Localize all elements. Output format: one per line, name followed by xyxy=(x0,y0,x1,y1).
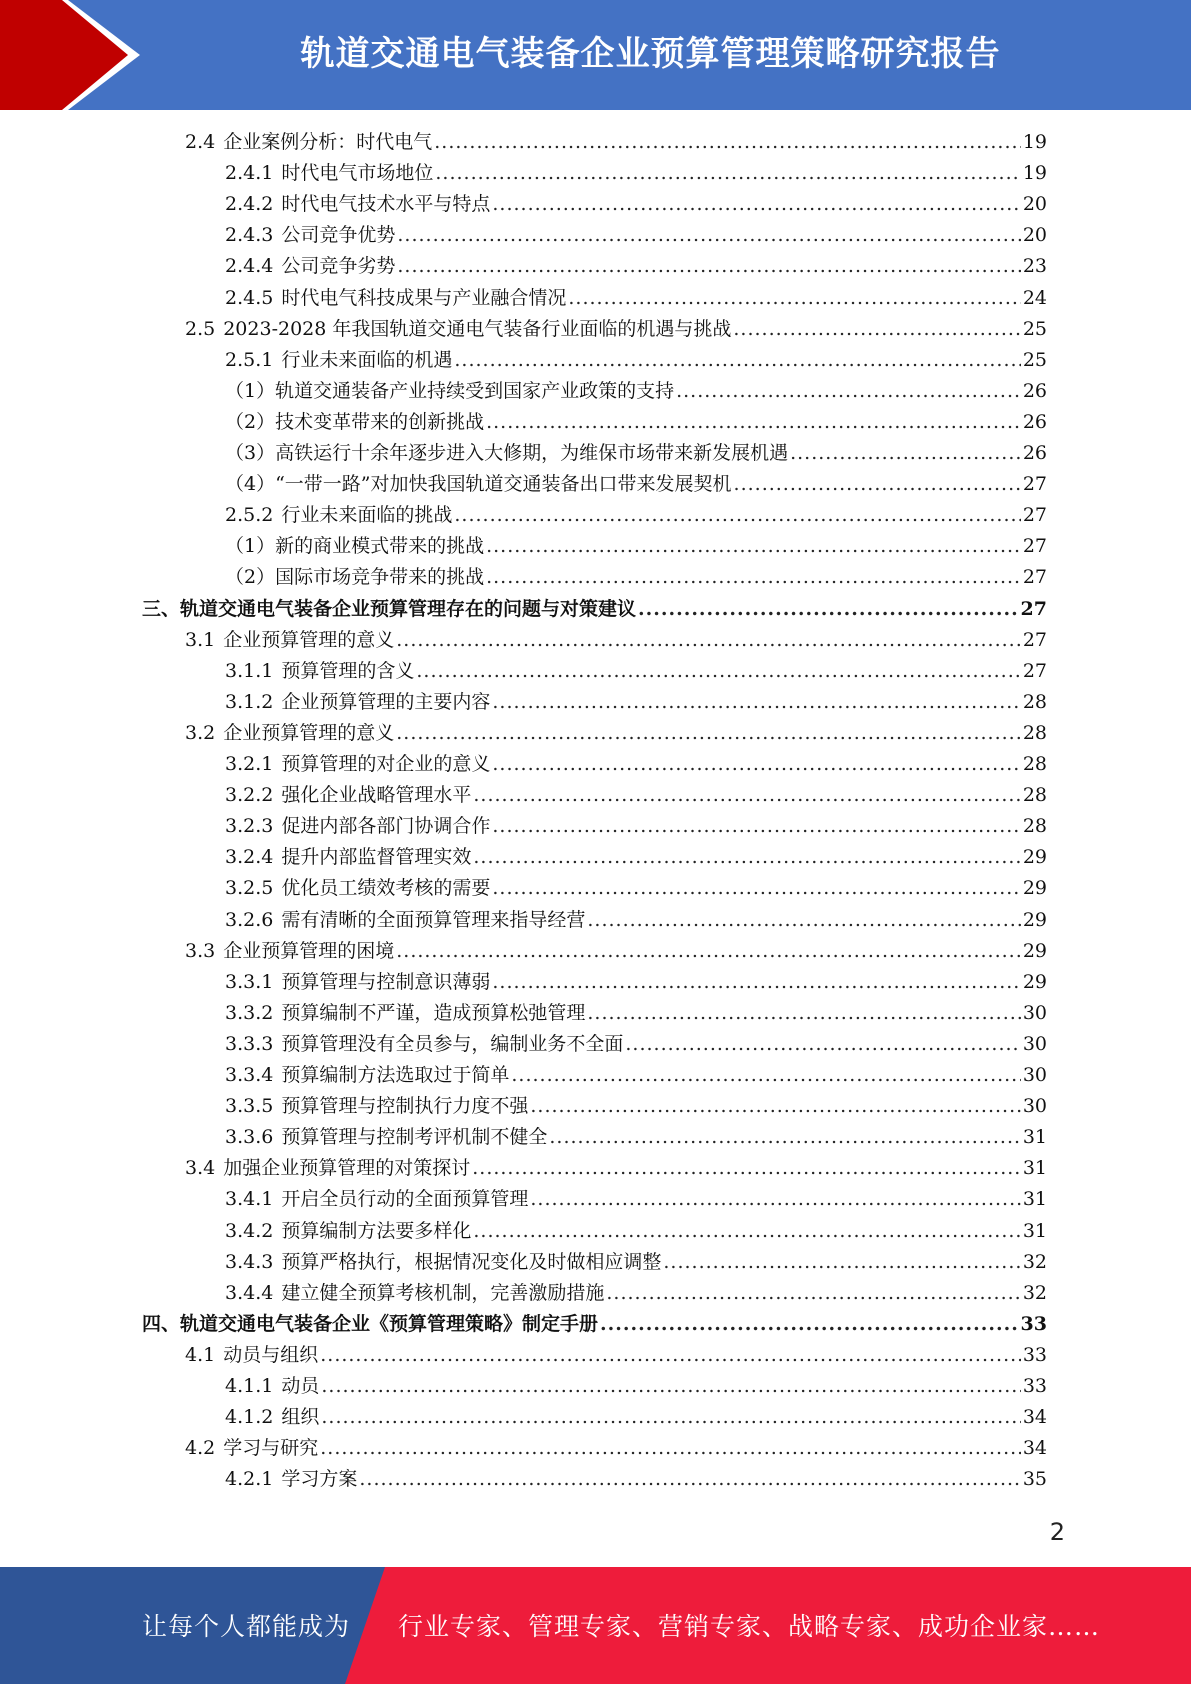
toc-entry[interactable] xyxy=(225,842,1047,873)
toc-entry-number: 2.5.2 xyxy=(225,504,274,527)
toc-entry-number: 4.1 xyxy=(185,1343,216,1366)
toc-entry-title: 2023-2028 年我国轨道交通电气装备行业面临的机遇与挑战 xyxy=(223,317,732,340)
toc-entry[interactable] xyxy=(225,1091,1047,1122)
toc-entry-number: 3.3 xyxy=(185,939,216,962)
toc-entry-page: 24 xyxy=(1022,286,1047,309)
toc-dot-leader xyxy=(321,1371,1020,1402)
toc-dot-leader xyxy=(530,1091,1020,1122)
toc-entry-number: 3.2.2 xyxy=(225,784,274,807)
toc-dot-leader xyxy=(434,127,1021,158)
toc-dot-leader xyxy=(492,749,1020,780)
toc-entry-page: 31 xyxy=(1022,1188,1047,1211)
toc-entry-title: 加强企业预算管理的对策探讨 xyxy=(223,1157,471,1180)
toc-entry-title: 预算管理与控制考评机制不健全 xyxy=(281,1126,548,1149)
toc-entry-page: 20 xyxy=(1022,224,1047,247)
toc-entry-page: 27 xyxy=(1020,597,1047,620)
toc-entry[interactable] xyxy=(225,345,1047,376)
toc-entry-page: 31 xyxy=(1022,1126,1047,1149)
toc-entry-title: 强化企业战略管理水平 xyxy=(281,784,472,807)
toc-entry-page: 23 xyxy=(1022,255,1047,278)
toc-entry-number: 3.4 xyxy=(185,1157,216,1180)
toc-entry[interactable] xyxy=(225,407,1047,438)
toc-entry-page: 33 xyxy=(1020,1312,1047,1335)
toc-entry-number: 3.2.5 xyxy=(225,877,274,900)
toc-entry[interactable] xyxy=(225,1029,1047,1060)
toc-dot-leader xyxy=(492,873,1020,904)
toc-entry-page: 19 xyxy=(1022,131,1047,153)
toc-entry-title: 优化员工绩效考核的需要 xyxy=(281,877,491,900)
toc-dot-leader xyxy=(454,500,1020,531)
toc-entry[interactable] xyxy=(185,936,1047,967)
toc-entry-number: 3.3.5 xyxy=(225,1095,274,1118)
toc-entry-page: 27 xyxy=(1022,535,1047,558)
toc-dot-leader xyxy=(606,1278,1020,1309)
toc-entry-page: 28 xyxy=(1022,753,1047,775)
toc-entry-number: 2.4.3 xyxy=(225,224,274,247)
toc-dot-leader xyxy=(625,1029,1020,1060)
toc-entry[interactable] xyxy=(142,594,1047,625)
page-footer xyxy=(0,1567,1191,1684)
toc-entry[interactable] xyxy=(225,189,1047,220)
toc-entry-title: 企业预算管理的主要内容 xyxy=(281,690,491,713)
toc-entry[interactable] xyxy=(225,251,1047,282)
toc-entry[interactable] xyxy=(185,625,1047,656)
toc-entry-title: 组织 xyxy=(281,1406,320,1429)
toc-entry-title: 建立健全预算考核机制，完善激励措施 xyxy=(281,1281,605,1304)
toc-dot-leader xyxy=(734,469,1021,500)
toc-dot-leader xyxy=(600,1309,1019,1340)
toc-entry-title: 公司竞争劣势 xyxy=(281,255,396,278)
toc-entry[interactable] xyxy=(225,438,1047,469)
toc-dot-leader xyxy=(492,811,1020,842)
toc-entry-page: 29 xyxy=(1022,846,1047,869)
toc-dot-leader xyxy=(587,998,1020,1029)
toc-entry-title: （1）新的商业模式带来的挑战 xyxy=(225,535,485,558)
toc-entry[interactable] xyxy=(225,873,1047,904)
toc-entry-page: 26 xyxy=(1022,442,1047,464)
toc-entry-page: 35 xyxy=(1022,1468,1047,1491)
toc-entry[interactable] xyxy=(225,1122,1047,1153)
toc-entry[interactable] xyxy=(225,1216,1047,1247)
toc-entry-page: 32 xyxy=(1022,1250,1047,1273)
toc-entry-title: 企业案例分析：时代电气 xyxy=(223,131,433,153)
toc-entry-page: 31 xyxy=(1022,1219,1047,1242)
toc-entry[interactable] xyxy=(225,158,1047,189)
footer-slogan-right: 行业专家、管理专家、营销专家、战略专家、成功企业家…… xyxy=(398,1612,1101,1641)
toc-entry-number: 2.4 xyxy=(185,131,216,153)
toc-dot-leader xyxy=(790,438,1021,469)
toc-entry-title: 预算管理的含义 xyxy=(281,659,415,682)
toc-entry-title: 公司竞争优势 xyxy=(281,224,396,247)
toc-entry-page: 26 xyxy=(1022,379,1047,402)
toc-entry-page: 28 xyxy=(1022,815,1047,838)
toc-entry[interactable] xyxy=(225,1184,1047,1215)
toc-entry[interactable] xyxy=(225,687,1047,718)
toc-dot-leader xyxy=(454,345,1020,376)
toc-entry-title: 三、轨道交通电气装备企业预算管理存在的问题与对策建议 xyxy=(142,597,637,620)
toc-entry[interactable] xyxy=(225,967,1047,998)
toc-entry-number: 3.4.4 xyxy=(225,1281,274,1304)
toc-dot-leader xyxy=(486,407,1021,438)
toc-entry-page: 19 xyxy=(1022,162,1047,185)
toc-entry-title: 时代电气市场地位 xyxy=(281,162,434,185)
toc-entry[interactable] xyxy=(185,314,1047,345)
toc-entry-page: 27 xyxy=(1022,566,1047,589)
toc-entry-page: 27 xyxy=(1022,659,1047,682)
toc-entry[interactable] xyxy=(225,780,1047,811)
toc-entry-page: 25 xyxy=(1022,317,1047,340)
toc-entry-title: 学习与研究 xyxy=(223,1437,319,1460)
toc-entry-page: 26 xyxy=(1022,410,1047,433)
toc-dot-leader xyxy=(486,531,1021,562)
toc-entry-title: （3）高铁运行十余年逐步进入大修期，为维保市场带来新发展机遇 xyxy=(225,442,789,464)
toc-entry-page: 34 xyxy=(1022,1437,1047,1460)
toc-entry-title: （4）“一带一路”对加快我国轨道交通装备出口带来发展契机 xyxy=(225,473,732,496)
toc-dot-leader xyxy=(638,594,1019,625)
toc-entry-title: 学习方案 xyxy=(281,1468,358,1491)
toc-entry[interactable] xyxy=(225,469,1047,500)
toc-dot-leader xyxy=(492,967,1020,998)
toc-entry[interactable] xyxy=(185,127,1047,158)
toc-entry-title: 行业未来面临的机遇 xyxy=(281,348,453,371)
toc-entry[interactable] xyxy=(225,220,1047,251)
toc-dot-leader xyxy=(530,1184,1020,1215)
toc-entry[interactable] xyxy=(225,656,1047,687)
toc-entry-title: 动员与组织 xyxy=(223,1343,319,1366)
toc-entry-page: 29 xyxy=(1022,970,1047,993)
toc-entry[interactable] xyxy=(225,998,1047,1029)
toc-entry-title: （2）技术变革带来的创新挑战 xyxy=(225,410,485,433)
toc-dot-leader xyxy=(396,718,1021,749)
toc-entry[interactable] xyxy=(225,905,1047,936)
toc-entry-page: 30 xyxy=(1022,1001,1047,1024)
toc-dot-leader xyxy=(473,780,1020,811)
toc-entry-page: 30 xyxy=(1022,1064,1047,1086)
toc-entry-page: 32 xyxy=(1022,1281,1047,1304)
toc-entry-title: 促进内部各部门协调合作 xyxy=(281,815,491,838)
toc-entry-title: 预算管理与控制意识薄弱 xyxy=(281,970,491,993)
toc-entry-title: （1）轨道交通装备产业持续受到国家产业政策的支持 xyxy=(225,379,675,402)
toc-dot-leader xyxy=(473,1216,1020,1247)
toc-dot-leader xyxy=(587,905,1020,936)
toc-entry[interactable] xyxy=(185,718,1047,749)
toc-entry-title: 预算管理没有全员参与，编制业务不全面 xyxy=(281,1032,624,1055)
toc-entry-page: 27 xyxy=(1022,504,1047,527)
toc-dot-leader xyxy=(320,1340,1021,1371)
toc-entry-number: 3.3.6 xyxy=(225,1126,274,1149)
toc-entry[interactable] xyxy=(142,1309,1047,1340)
toc-entry-page: 20 xyxy=(1022,193,1047,216)
toc-entry-number: 3.1.2 xyxy=(225,690,274,713)
toc-entry-number: 3.4.1 xyxy=(225,1188,274,1211)
toc-entry[interactable] xyxy=(225,562,1047,593)
toc-entry-number: 4.1.1 xyxy=(225,1375,274,1397)
toc-entry-title: 预算管理的对企业的意义 xyxy=(281,753,491,775)
toc-entry[interactable] xyxy=(225,500,1047,531)
toc-entry-number: 3.1.1 xyxy=(225,659,274,682)
toc-entry-title: 开启全员行动的全面预算管理 xyxy=(281,1188,529,1211)
toc-entry-title: 提升内部监督管理实效 xyxy=(281,846,472,869)
toc-dot-leader xyxy=(397,220,1020,251)
toc-dot-leader xyxy=(320,1433,1021,1464)
toc-dot-leader xyxy=(359,1464,1020,1495)
report-title: 轨道交通电气装备企业预算管理策略研究报告 xyxy=(300,34,1001,74)
toc-entry-page: 30 xyxy=(1022,1095,1047,1118)
toc-entry-number: 3.2.1 xyxy=(225,753,274,775)
toc-entry-title: 企业预算管理的意义 xyxy=(223,721,395,744)
toc-dot-leader xyxy=(416,656,1020,687)
toc-dot-leader xyxy=(663,1247,1020,1278)
toc-entry-page: 33 xyxy=(1022,1375,1047,1397)
toc-entry[interactable] xyxy=(185,1340,1047,1371)
toc-dot-leader xyxy=(396,625,1021,656)
toc-entry-page: 29 xyxy=(1022,908,1047,931)
toc-entry[interactable] xyxy=(185,1153,1047,1184)
toc-dot-leader xyxy=(486,562,1021,593)
page-number: 2 xyxy=(1049,1518,1065,1546)
toc-entry-page: 27 xyxy=(1022,628,1047,651)
page-header xyxy=(0,0,1191,110)
toc-entry-title: 四、轨道交通电气装备企业《预算管理策略》制定手册 xyxy=(142,1312,599,1335)
toc-entry-number: 3.3.4 xyxy=(225,1064,274,1086)
toc-entry-number: 3.2.3 xyxy=(225,815,274,838)
toc-entry[interactable] xyxy=(225,749,1047,780)
toc-dot-leader xyxy=(733,314,1020,345)
toc-entry-number: 3.4.3 xyxy=(225,1250,274,1273)
toc-entry-title: 预算严格执行，根据情况变化及时做相应调整 xyxy=(281,1250,662,1273)
toc-dot-leader xyxy=(396,936,1021,967)
toc-entry-number: 4.1.2 xyxy=(225,1406,274,1429)
toc-entry-number: 2.4.1 xyxy=(225,162,274,185)
toc-entry-number: 3.4.2 xyxy=(225,1219,274,1242)
toc-dot-leader xyxy=(492,687,1020,718)
toc-entry-number: 3.3.1 xyxy=(225,970,274,993)
toc-entry-page: 28 xyxy=(1022,784,1047,807)
toc-entry-number: 3.3.3 xyxy=(225,1032,274,1055)
toc-entry[interactable] xyxy=(225,531,1047,562)
toc-entry-number: 3.2.4 xyxy=(225,846,274,869)
toc-entry-number: 2.5 xyxy=(185,317,216,340)
toc-entry-page: 30 xyxy=(1022,1032,1047,1055)
toc-dot-leader xyxy=(472,1153,1021,1184)
toc-entry-number: 2.4.4 xyxy=(225,255,274,278)
toc-entry[interactable] xyxy=(225,376,1047,407)
toc-entry-title: 预算编制方法选取过于简单 xyxy=(281,1064,510,1086)
toc-entry-title: 企业预算管理的意义 xyxy=(223,628,395,651)
toc-entry-page: 29 xyxy=(1022,939,1047,962)
toc-entry-title: 企业预算管理的困境 xyxy=(223,939,395,962)
toc-entry-page: 33 xyxy=(1022,1343,1047,1366)
toc-entry[interactable] xyxy=(225,1247,1047,1278)
toc-dot-leader xyxy=(397,251,1020,282)
footer-slogan-left: 让每个人都能成为 xyxy=(142,1612,351,1641)
toc-entry[interactable] xyxy=(225,283,1047,314)
toc-entry-title: 预算管理与控制执行力度不强 xyxy=(281,1095,529,1118)
toc-entry-page: 34 xyxy=(1022,1406,1047,1429)
toc-entry-number: 4.2.1 xyxy=(225,1468,274,1491)
toc-entry-page: 28 xyxy=(1022,690,1047,713)
toc-entry-page: 25 xyxy=(1022,348,1047,371)
toc-entry-title: 需有清晰的全面预算管理来指导经营 xyxy=(281,908,586,931)
toc-dot-leader xyxy=(568,283,1020,314)
toc-entry[interactable] xyxy=(225,1464,1047,1495)
toc-dot-leader xyxy=(435,158,1020,189)
toc-entry[interactable] xyxy=(185,1433,1047,1464)
toc-entry[interactable] xyxy=(225,811,1047,842)
toc-entry-number: 3.2 xyxy=(185,721,216,744)
toc-entry-number: 2.4.5 xyxy=(225,286,274,309)
toc-dot-leader xyxy=(549,1122,1020,1153)
toc-entry-title: 动员 xyxy=(281,1375,320,1397)
toc-entry-page: 27 xyxy=(1022,473,1047,496)
toc-dot-leader xyxy=(492,189,1020,220)
toc-entry-page: 29 xyxy=(1022,877,1047,900)
toc-dot-leader xyxy=(676,376,1021,407)
toc-dot-leader xyxy=(321,1402,1020,1433)
toc-entry-title: 预算编制不严谨，造成预算松弛管理 xyxy=(281,1001,586,1024)
toc-entry-page: 31 xyxy=(1022,1157,1047,1180)
toc-entry[interactable] xyxy=(225,1278,1047,1309)
toc-entry-number: 3.3.2 xyxy=(225,1001,274,1024)
toc-dot-leader xyxy=(511,1060,1020,1091)
toc-entry-number: 2.4.2 xyxy=(225,193,274,216)
toc-entry[interactable] xyxy=(225,1060,1047,1091)
toc-entry[interactable] xyxy=(225,1402,1047,1433)
toc-entry-number: 4.2 xyxy=(185,1437,216,1460)
toc-entry-title: 预算编制方法要多样化 xyxy=(281,1219,472,1242)
toc-entry-title: （2）国际市场竞争带来的挑战 xyxy=(225,566,485,589)
toc-entry-number: 3.1 xyxy=(185,628,216,651)
toc-entry-title: 时代电气技术水平与特点 xyxy=(281,193,491,216)
toc-entry-number: 3.2.6 xyxy=(225,908,274,931)
toc-entry[interactable] xyxy=(225,1371,1047,1402)
toc-entry-title: 时代电气科技成果与产业融合情况 xyxy=(281,286,567,309)
toc-entry-page: 28 xyxy=(1022,721,1047,744)
toc-dot-leader xyxy=(473,842,1020,873)
toc-entry-title: 行业未来面临的挑战 xyxy=(281,504,453,527)
toc-entry-number: 2.5.1 xyxy=(225,348,274,371)
